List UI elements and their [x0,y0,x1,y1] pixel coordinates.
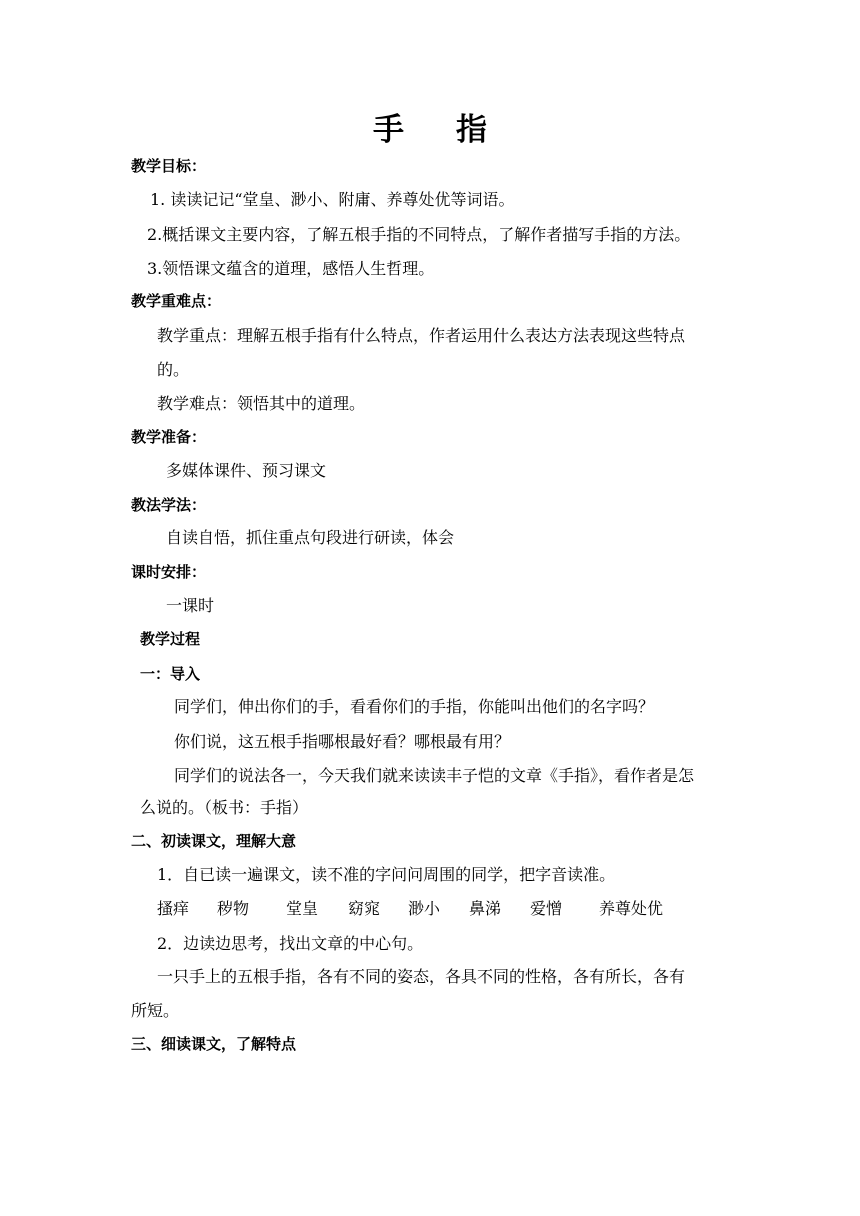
goals-heading: 教学目标： [131,157,207,175]
focus-line-1: 教学重点：理解五根手指有什么特点，作者运用什么表达方法表现这些特点 [157,326,686,345]
detail-read-heading: 三、细读课文，了解特点 [131,1035,297,1053]
difficulty-line: 教学难点：领悟其中的道理。 [157,394,366,413]
vocab-word: 秽物 [217,899,250,918]
vocab-word: 养尊处优 [599,899,664,918]
goal-item-3: 3.领悟课文蕴含的道理，感悟人生哲理。 [147,259,435,278]
first-read-step-1: 1．自已读一遍课文，读不准的字问问周围的同学，把字音读准。 [157,865,616,884]
schedule-heading: 课时安排： [131,563,207,581]
intro-paragraph-1: 同学们，伸出你们的手，看看你们的手指，你能叫出他们的名字吗？ [174,697,655,716]
vocab-word: 爱憎 [530,899,563,918]
preparation-text: 多媒体课件、预习课文 [166,461,327,480]
intro-paragraph-3-line-1: 同学们的说法各一，今天我们就来读读丰子恺的文章《手指》，看作者是怎 [174,766,695,785]
vocab-word: 堂皇 [286,899,319,918]
schedule-text: 一课时 [166,596,215,615]
title-char-1: 手 [373,112,404,148]
first-read-step-2: 2．边读边思考，找出文章的中心句。 [157,934,424,953]
vocab-word: 窈窕 [348,899,381,918]
key-points-heading: 教学重难点： [131,292,222,310]
page-title [0,104,860,149]
central-sentence-line-2: 所短。 [131,1001,180,1020]
method-heading: 教法学法： [131,496,207,514]
vocab-word: 鼻涕 [469,899,502,918]
intro-heading: 一：导入 [140,665,201,683]
vocab-word: 渺小 [408,899,441,918]
central-sentence-line-1: 一只手上的五根手指，各有不同的姿态，各具不同的性格，各有所长，各有 [157,967,686,986]
vocab-word: 搔痒 [157,899,190,918]
focus-line-2: 的。 [157,360,190,379]
intro-paragraph-3-line-2: 么说的。（板书：手指） [140,798,309,817]
method-text: 自读自悟，抓住重点句段进行研读，体会 [166,528,455,547]
goal-item-2: 2.概括课文主要内容，了解五根手指的不同特点，了解作者描写手指的方法。 [147,225,691,244]
intro-paragraph-2: 你们说，这五根手指哪根最好看？哪根最有用？ [174,732,511,751]
title-char-2: 指 [456,112,487,148]
first-read-heading: 二、初读课文，理解大意 [131,832,297,850]
process-heading: 教学过程 [140,630,201,648]
goal-item-1: 1. 读读记记“堂皇、渺小、附庸、养尊处优等词语。 [150,190,515,209]
preparation-heading: 教学准备： [131,428,207,446]
